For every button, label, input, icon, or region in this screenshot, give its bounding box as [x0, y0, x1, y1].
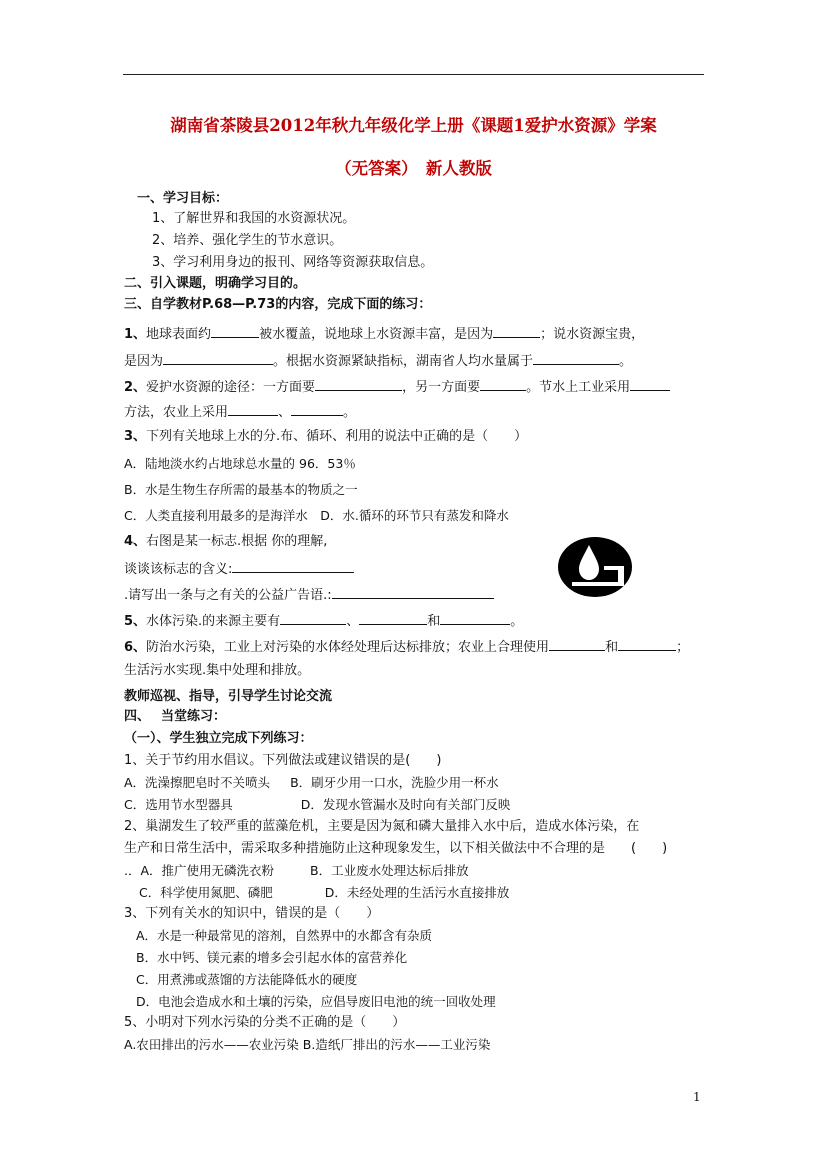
ex3-option-d: D．电池会造成水和土壤的污染，应倡导废旧电池的统一回收处理	[136, 994, 496, 1009]
q1-line1: 1、地球表面约 被水覆盖，说地球上水资源丰富，是因为 ；说水资源宝贵，	[124, 327, 645, 342]
ex2-options-ab	[124, 863, 469, 879]
ex2-option-c: C．科学使用氮肥、磷肥	[139, 885, 273, 900]
ex2-options-cd	[139, 885, 509, 901]
q4-line2: 谈谈该标志的含义:	[124, 560, 354, 578]
q1-blank-3	[163, 352, 273, 365]
q2-number: 2、	[124, 380, 147, 395]
water-saving-logo-icon	[556, 536, 634, 598]
q2-blank-4	[228, 403, 278, 416]
q5-blank-2	[359, 612, 427, 625]
q5-blank-3	[440, 612, 510, 625]
q3-stem: 3、下列有关地球上水的分.布、循环、利用的说法中正确的是（ ）	[124, 429, 528, 444]
q2-blank-1	[315, 378, 402, 391]
ex3-option-c: C．用煮沸或蒸馏的方法能降低水的硬度	[136, 972, 358, 987]
q2-line2: 方法，农业上采用 、 。	[124, 405, 357, 420]
page-number: 1	[693, 1090, 701, 1104]
q1-number: 1、	[124, 327, 147, 342]
ex1-option-d: D．发现水管漏水及时向有关部门反映	[300, 797, 511, 812]
ex2-option-d: D．未经处理的生活污水直接排放	[324, 885, 510, 900]
q3-option-b: B．水是生物生存所需的最基本的物质之一	[124, 482, 358, 497]
q1-blank-1	[211, 325, 259, 338]
ex3-stem: 3、下列有关水的知识中，错误的是（ ）	[124, 906, 380, 921]
q6-number: 6、	[124, 640, 147, 655]
section4-sub-heading: （一）、学生独立完成下列练习：	[124, 731, 313, 746]
q3-number: 3、	[124, 429, 147, 444]
q3-option-cd: C．人类直接利用最多的是海洋水 D．水.循环的环节只有蒸发和降水	[124, 508, 509, 523]
q6-blank-2	[618, 638, 676, 651]
q4-number: 4、	[124, 534, 147, 549]
q4-stem: 4、右图是某一标志.根据 你的理解,	[124, 534, 328, 549]
q5-number: 5、	[124, 614, 147, 629]
ex1-options-cd	[124, 797, 510, 813]
q4-blank-1	[232, 560, 354, 573]
ex3-option-a: A．水是一种最常见的溶剂，自然界中的水都含有杂质	[136, 928, 433, 943]
section3-heading: 三、自学教材P.68—P.73的内容，完成下面的练习：	[124, 297, 432, 312]
ex1-stem: 1、关于节约用水倡议。下列做法或建议错误的是( )	[124, 753, 442, 768]
q6-blank-1	[549, 638, 605, 651]
q1-blank-2	[493, 325, 540, 338]
doc-title-line2: （无答案） 新人教版	[335, 159, 492, 178]
ex5-stem: 5、小明对下列水污染的分类不正确的是（ ）	[124, 1015, 406, 1030]
section2-heading: 二、引入课题，明确学习目的。	[124, 276, 307, 291]
q2-blank-5	[291, 403, 343, 416]
q2-line1: 2、爱护水资源的途径：一方面要 ，另一方面要 。节水上工业采用	[124, 378, 670, 396]
q3-option-a: A．陆地淡水约占地球总水量的 96．53％	[124, 456, 356, 471]
ex2-stem-line2: 生产和日常生活中，需采取多种措施防止这种现象发生，以下相关做法中不合理的是 ( )	[124, 841, 668, 856]
q6-line1: 6、防治水污染，工业上对污染的水体经处理后达标排放；农业上合理使用 和 ；	[124, 640, 690, 655]
ex2-option-a: .．A．推广使用无磷洗衣粉	[124, 863, 275, 878]
q4-line3: .请写出一条与之有关的公益广告语.:	[124, 586, 494, 604]
ex1-option-a: A．洗澡擦肥皂时不关喷头	[124, 775, 271, 790]
goal-2: 2、培养、强化学生的节水意识。	[152, 233, 343, 248]
ex2-option-b: B．工业废水处理达标后排放	[310, 863, 469, 878]
ex2-stem-line1: 2、巢湖发生了较严重的蓝藻危机，主要是因为氮和磷大量排入水中后，造成水体污染，在	[124, 819, 640, 834]
q4-blank-2	[332, 586, 494, 599]
ex5-options-ab: A.农田排出的污水——农业污染 B.造纸厂排出的污水——工业污染	[124, 1037, 491, 1052]
ex1-options-ab	[124, 775, 499, 791]
ex3-option-b: B．水中钙、镁元素的增多会引起水体的富营养化	[136, 950, 408, 965]
q1-line2: 是因为 。根据水资源紧缺指标，湖南省人均水量属于 。	[124, 354, 633, 369]
q6-line2: 生活污水实现.集中处理和排放。	[124, 663, 311, 678]
teacher-note: 教师巡视、指导，引导学生讨论交流	[124, 689, 333, 704]
q1-blank-4	[533, 352, 619, 365]
section4-heading: 四、 当堂练习：	[124, 709, 227, 724]
section1-heading: 一、学习目标：	[137, 191, 229, 206]
goal-3: 3、学习利用身边的报刊、网络等资源获取信息。	[152, 255, 434, 270]
header-rule	[123, 74, 704, 75]
ex1-option-c: C．选用节水型器具	[124, 797, 233, 812]
q5-line: 5、水体污染.的来源主要有 、 和 。	[124, 614, 524, 629]
q2-blank-2	[480, 378, 526, 391]
goal-1: 1、了解世界和我国的水资源状况。	[152, 211, 356, 226]
ex1-option-b: B．刷牙少用一口水，洗脸少用一杯水	[290, 775, 499, 790]
q5-blank-1	[280, 612, 346, 625]
doc-title-line1: 湖南省茶陵县2012年秋九年级化学上册《课题1爱护水资源》学案	[170, 116, 657, 135]
q2-blank-3	[630, 378, 670, 391]
